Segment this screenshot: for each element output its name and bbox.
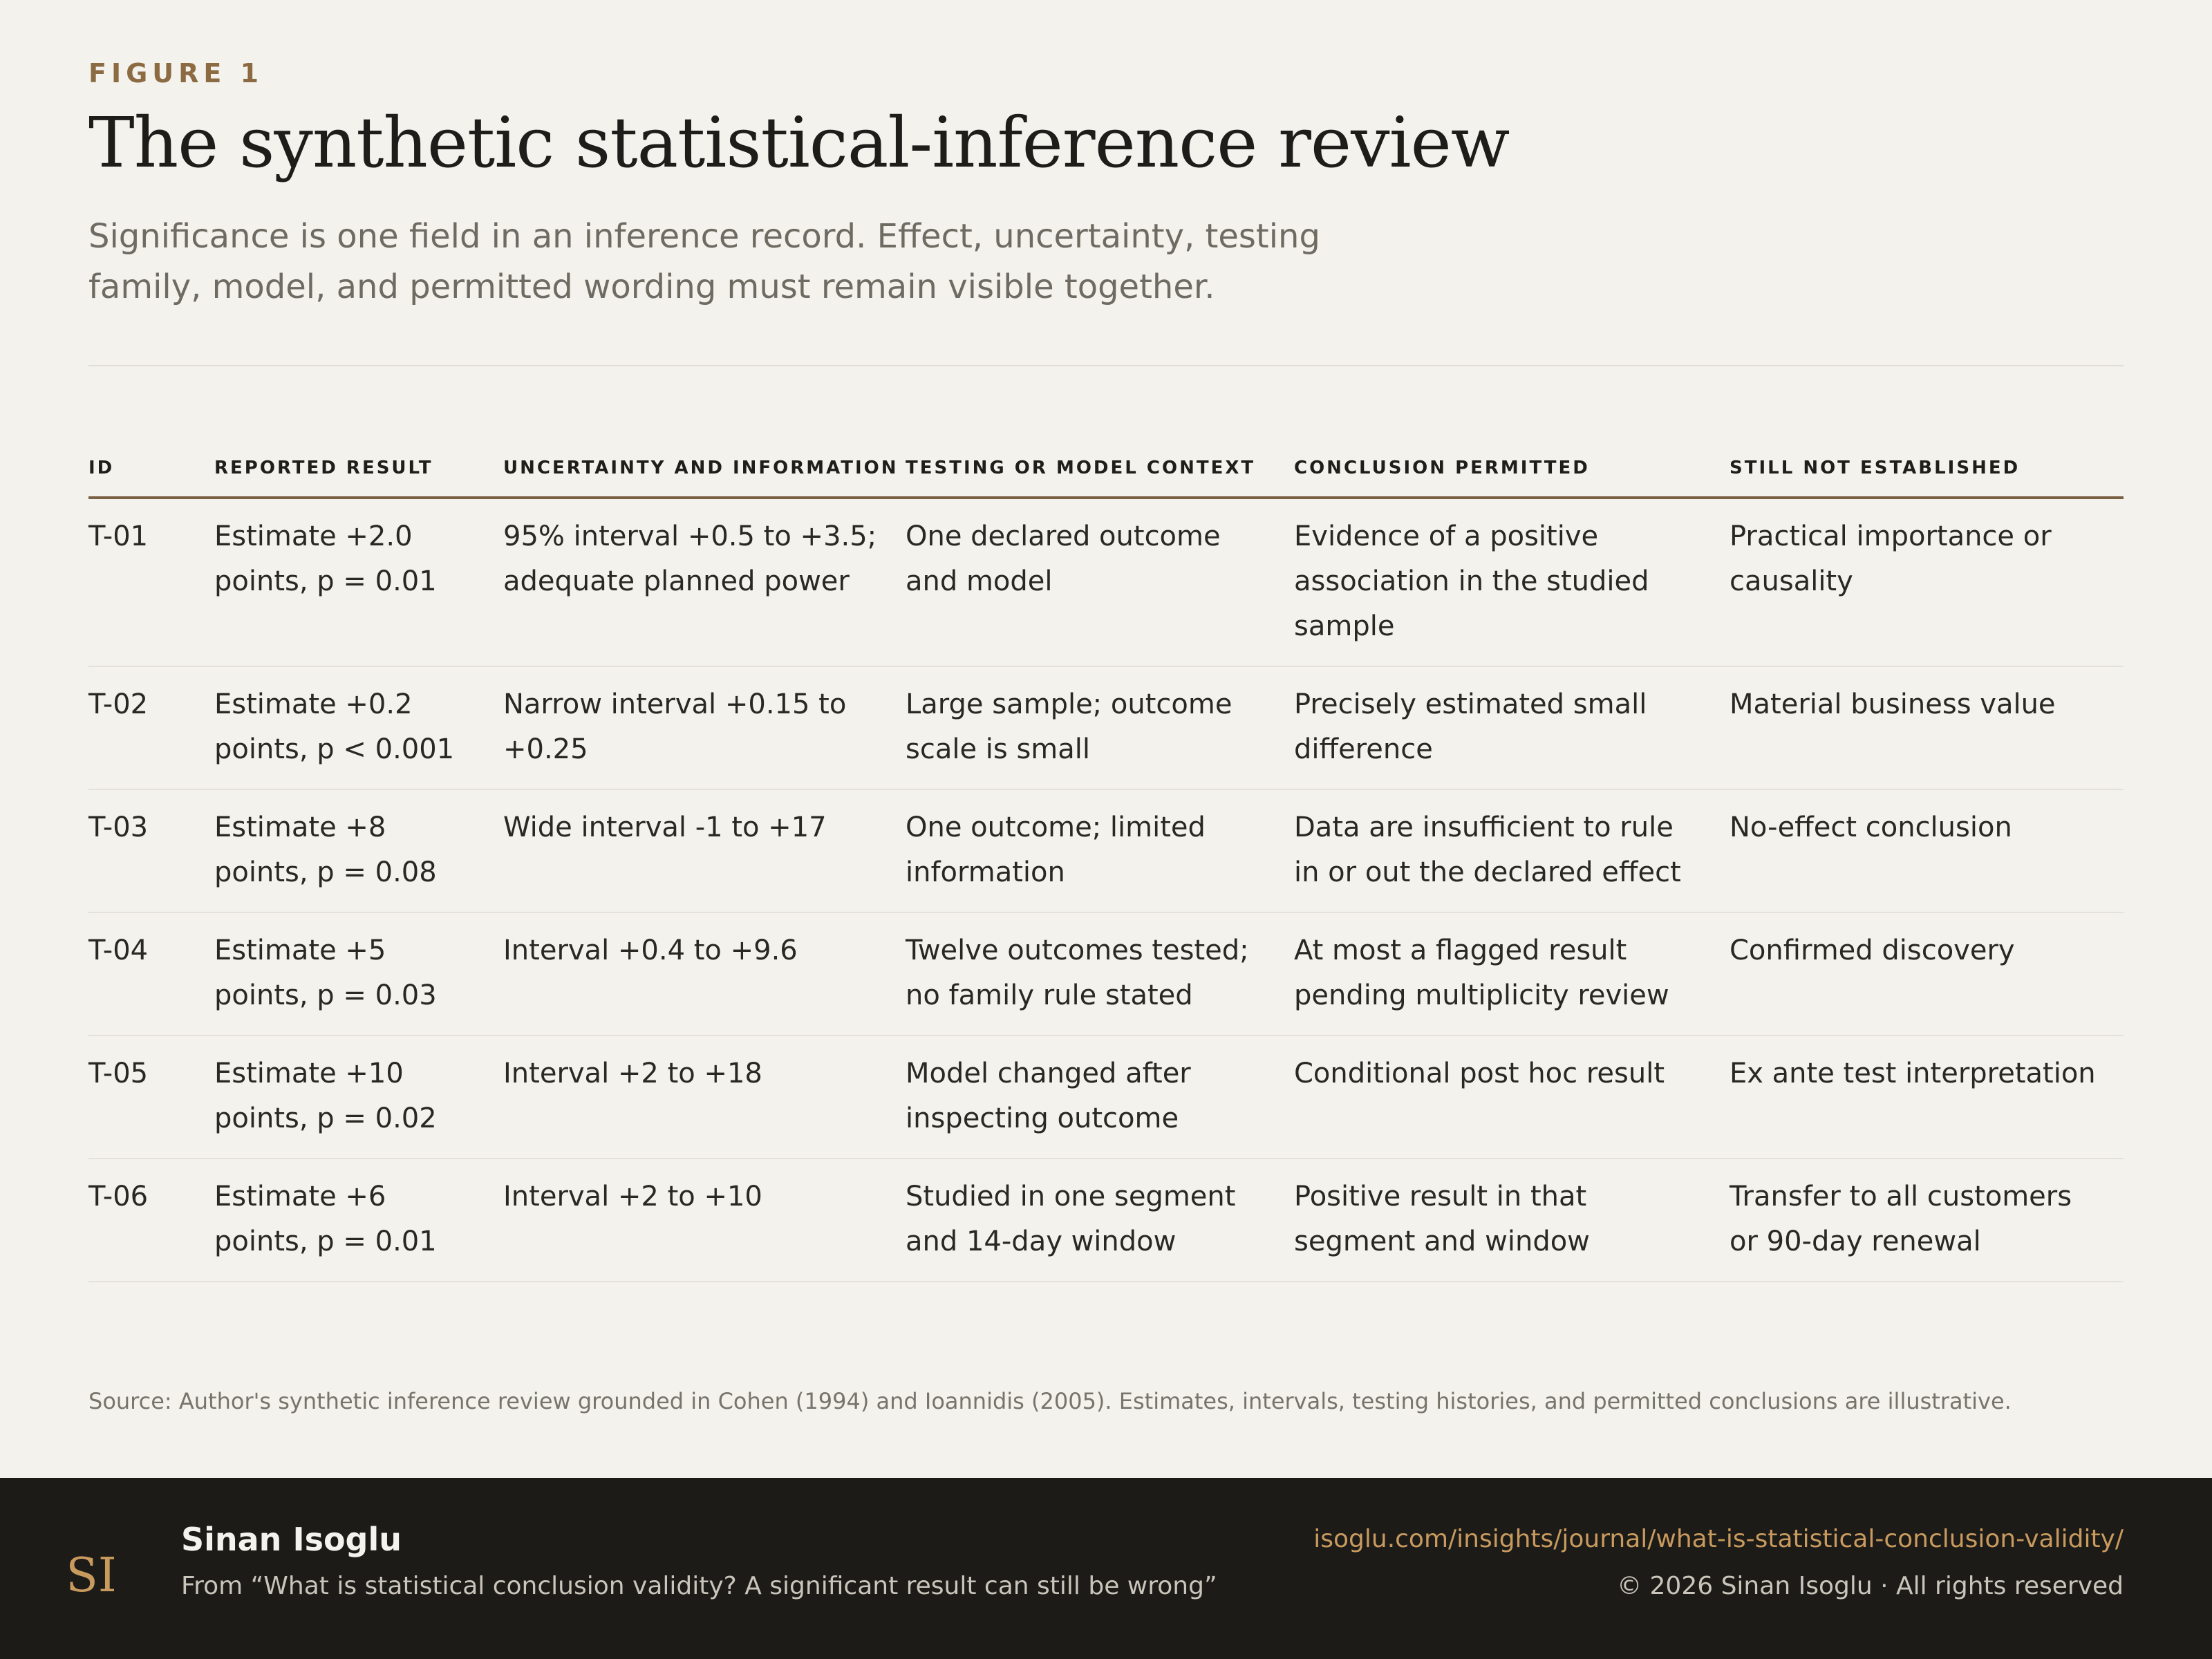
table-row	[88, 912, 2124, 1035]
cell-not-established: Material business value	[1730, 666, 2124, 789]
table-row	[88, 1035, 2124, 1159]
cell-not-established: Transfer to all customers or 90-day renewal	[1730, 1159, 2124, 1282]
cell-not-established: No-effect conclusion	[1730, 789, 2124, 912]
header-reported-result: REPORTED RESULT	[214, 452, 503, 498]
cell-conclusion-permitted: Precisely estimated small difference	[1294, 666, 1730, 789]
divider	[88, 365, 2124, 366]
monogram-text: SI	[66, 1548, 117, 1603]
cell-uncertainty: Interval +2 to +18	[503, 1035, 906, 1159]
cell-id: T-01	[88, 498, 214, 666]
cell-conclusion-permitted: Data are insufficient to rule in or out the declared effect	[1294, 789, 1730, 912]
cell-context: Twelve outcomes tested; no family rule stated	[906, 912, 1294, 1035]
cell-not-established: Ex ante test interpretation	[1730, 1035, 2124, 1159]
cell-id: T-05	[88, 1035, 214, 1159]
cell-uncertainty: Wide interval -1 to +17	[503, 789, 906, 912]
inference-table	[88, 452, 2124, 1282]
header-not-established: STILL NOT ESTABLISHED	[1730, 452, 2124, 498]
cell-reported-result: Estimate +0.2 points, p < 0.001	[214, 666, 503, 789]
cell-uncertainty: Narrow interval +0.15 to +0.25	[503, 666, 906, 789]
cell-uncertainty: Interval +0.4 to +9.6	[503, 912, 906, 1035]
cell-context: Model changed after inspecting outcome	[906, 1035, 1294, 1159]
header-context: TESTING OR MODEL CONTEXT	[906, 452, 1294, 498]
header-uncertainty: UNCERTAINTY AND INFORMATION	[503, 452, 906, 498]
cell-context: Studied in one segment and 14-day window	[906, 1159, 1294, 1282]
cell-not-established: Confirmed discovery	[1730, 912, 2124, 1035]
cell-reported-result: Estimate +5 points, p = 0.03	[214, 912, 503, 1035]
table-header-row	[88, 452, 2124, 498]
header-id: ID	[88, 452, 214, 498]
cell-context: One declared outcome and model	[906, 498, 1294, 666]
cell-id: T-04	[88, 912, 214, 1035]
cell-uncertainty: Interval +2 to +10	[503, 1159, 906, 1282]
author-name: Sinan Isoglu	[181, 1521, 402, 1558]
figure-subtitle: Significance is one field in an inference record. Effect, uncertainty, testing family, model, and permitted wording must remain visible together.	[88, 217, 1320, 306]
table-row	[88, 666, 2124, 789]
cell-id: T-03	[88, 789, 214, 912]
cell-id: T-06	[88, 1159, 214, 1282]
cell-conclusion-permitted: At most a flagged result pending multiplicity review	[1294, 912, 1730, 1035]
cell-conclusion-permitted: Evidence of a positive association in the studied sample	[1294, 498, 1730, 666]
article-reference: From “What is statistical conclusion validity? A significant result can still be wrong”	[181, 1572, 1217, 1600]
table-row	[88, 498, 2124, 666]
cell-reported-result: Estimate +10 points, p = 0.02	[214, 1035, 503, 1159]
cell-id: T-02	[88, 666, 214, 789]
monogram-logo	[64, 1541, 119, 1604]
figure-kicker: FIGURE 1	[88, 58, 264, 88]
cell-context: One outcome; limited information	[906, 789, 1294, 912]
figure-page	[88, 0, 2124, 1478]
copyright: © 2026 Sinan Isoglu · All rights reserved	[1617, 1572, 2124, 1600]
cell-conclusion-permitted: Conditional post hoc result	[1294, 1035, 1730, 1159]
page-footer	[0, 1478, 2212, 1659]
source-note: Source: Author's synthetic inference review grounded in Cohen (1994) and Ioannidis (2005). Estimates, intervals, testing histories, and permitted conclusions are illustrative.	[88, 1388, 2012, 1414]
cell-conclusion-permitted: Positive result in that segment and window	[1294, 1159, 1730, 1282]
cell-not-established: Practical importance or causality	[1730, 498, 2124, 666]
cell-uncertainty: 95% interval +0.5 to +3.5; adequate planned power	[503, 498, 906, 666]
cell-reported-result: Estimate +6 points, p = 0.01	[214, 1159, 503, 1282]
figure-title: The synthetic statistical-inference review	[88, 102, 1510, 183]
table-row	[88, 1159, 2124, 1282]
cell-context: Large sample; outcome scale is small	[906, 666, 1294, 789]
cell-reported-result: Estimate +8 points, p = 0.08	[214, 789, 503, 912]
cell-reported-result: Estimate +2.0 points, p = 0.01	[214, 498, 503, 666]
article-link[interactable]: isoglu.com/insights/journal/what-is-statistical-conclusion-validity/	[1313, 1525, 2124, 1553]
header-conclusion-permitted: CONCLUSION PERMITTED	[1294, 452, 1730, 498]
table-row	[88, 789, 2124, 912]
